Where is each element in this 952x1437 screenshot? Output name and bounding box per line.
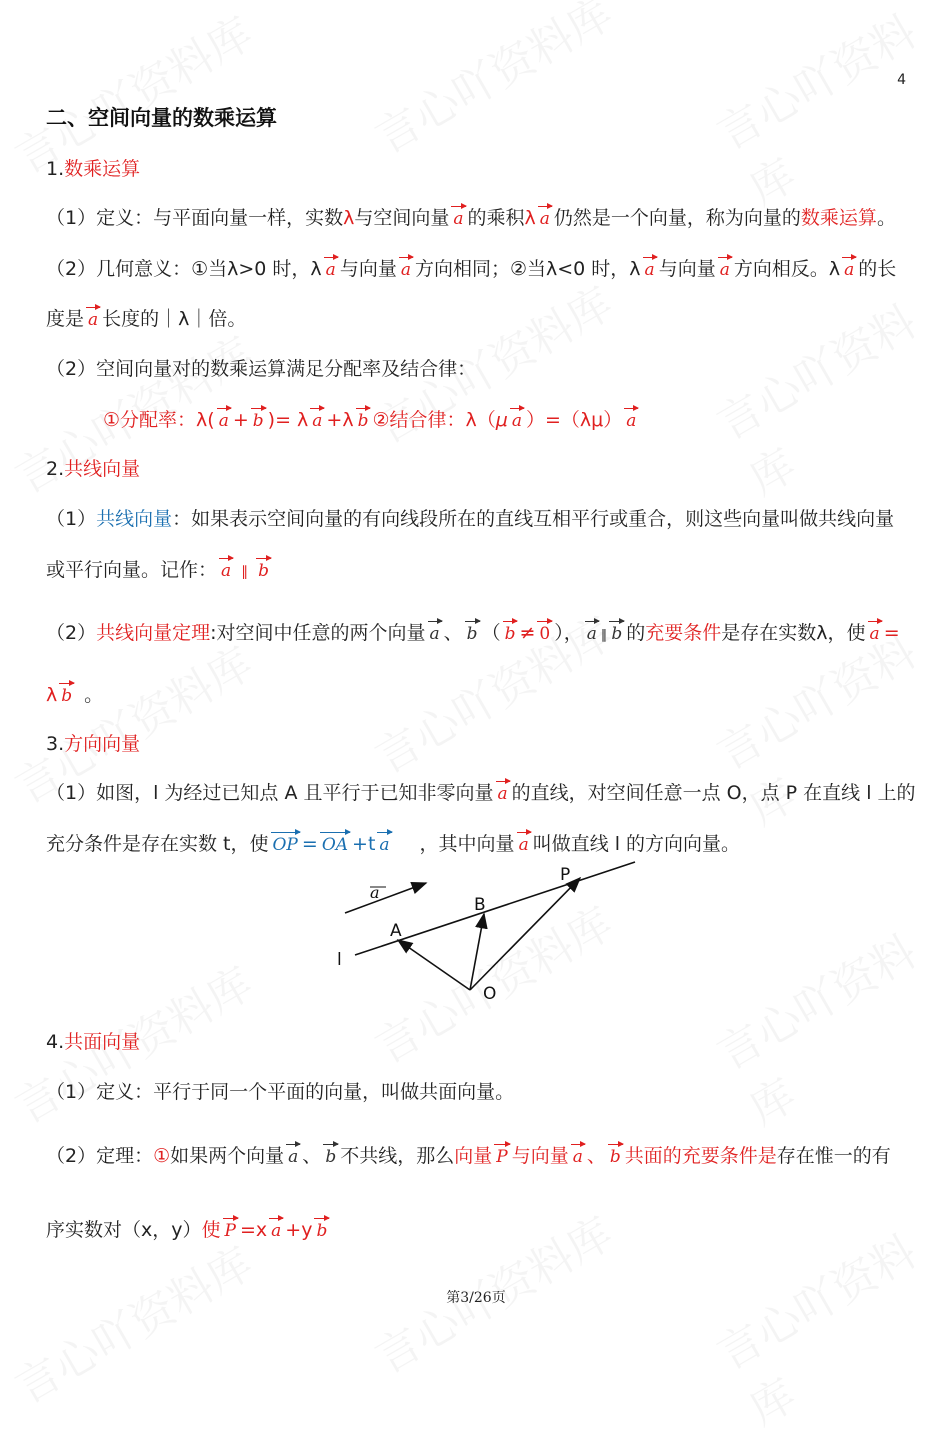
vector-a: a [218, 557, 234, 585]
text: ：如果表示空间向量的有向线段所在的直线互相平行或重合，则这些向量叫做共线向量 [172, 508, 895, 530]
text: 方向相反。λ [733, 258, 841, 280]
text: )= λ [267, 409, 309, 431]
text: 。 [876, 207, 896, 229]
heading-scalar-multiplication [46, 155, 140, 183]
heading-text: 数乘运算 [64, 158, 141, 180]
page-number: 4 [897, 72, 906, 88]
vector-a: a [642, 256, 658, 284]
equals: = [883, 622, 900, 644]
laws-intro-line: （2）空间向量对的数乘运算满足分配率及结合律： [46, 358, 477, 380]
vector-b: b [255, 557, 272, 585]
text: （1）如图，l 为经过已知点 A 且平行于已知非零向量 [46, 782, 494, 804]
label-B: B [474, 895, 486, 915]
vector-op-line [470, 878, 580, 990]
vector-oa: OA [319, 831, 351, 859]
term-scalar-multiplication: 数乘运算 [800, 207, 877, 229]
separator: 、 [302, 1145, 322, 1167]
heading-text: 共面向量 [64, 1031, 141, 1053]
heading-collinear-vectors [46, 455, 140, 483]
direction-vector-line-2 [46, 830, 740, 859]
text: 不共线，那么 [340, 1145, 455, 1167]
lambda-symbol: λ [524, 207, 536, 229]
text: ）=（λμ） [526, 409, 623, 431]
text: 充分条件是存在实数 t，使 [46, 833, 269, 855]
vector-b: b [355, 407, 372, 435]
text: 或平行向量。记作： [46, 559, 218, 581]
section-title: 二、空间向量的数乘运算 [46, 106, 277, 130]
watermark [2, 1228, 263, 1415]
vector-b: b [250, 407, 267, 435]
term-collinear: 共线向量 [96, 508, 173, 530]
text: +λ [326, 409, 354, 431]
label-a: a [370, 883, 380, 902]
heading-coplanar-vectors [46, 1028, 140, 1056]
vector-b: b [607, 1143, 624, 1171]
heading-number: 1. [46, 158, 65, 180]
vector-b: b [313, 1217, 330, 1245]
text: （ [481, 622, 501, 644]
vector-a: a [268, 1217, 284, 1245]
label-O: O [483, 984, 497, 1004]
lambda-symbol: λ [343, 207, 355, 229]
collinear-theorem-line [46, 619, 900, 650]
coplanar-theorem-line [46, 1142, 891, 1171]
coplanar-theorem-line-2 [46, 1216, 331, 1245]
vector-a: a [516, 831, 532, 859]
plus: + [232, 409, 249, 431]
geometric-meaning-line-2 [46, 305, 246, 334]
zero-vector: 0 [536, 620, 553, 648]
text: （1） [46, 508, 97, 530]
text: 共面的充要条件是 [624, 1145, 777, 1167]
text: ）， [554, 622, 583, 644]
neq-symbol: ≠ [519, 622, 536, 644]
text: 与空间向量 [354, 207, 450, 229]
coplanar-definition-line: （1）定义：平行于同一个平面的向量，叫做共面向量。 [46, 1081, 515, 1103]
vector-p: P [222, 1217, 239, 1245]
text: 仍然是一个向量，称为向量的 [553, 207, 801, 229]
vector-a: a [376, 831, 392, 859]
text: 是存在实数λ，使 [721, 622, 866, 644]
laws-formula-line [103, 406, 640, 435]
vector-b: b [502, 620, 519, 648]
mu-symbol: μ [495, 409, 508, 431]
plus-t: +t [352, 833, 376, 855]
text: 的直线，对空间任意一点 O，点 P 在直线 l 上的 [511, 782, 916, 804]
text: ①分配率：λ( [103, 409, 215, 431]
vector-p: P [493, 1143, 510, 1171]
vector-a: a [867, 620, 883, 648]
vector-a: a [216, 407, 232, 435]
lambda-symbol: λ [46, 684, 58, 706]
vector-b: b [58, 682, 75, 710]
label-P: P [560, 865, 571, 885]
text: 与向量 [339, 258, 397, 280]
vector-a: a [398, 256, 414, 284]
text: （2）定理： [46, 1145, 154, 1167]
text: （1）定义：与平面向量一样，实数 [46, 207, 344, 229]
text: 度是 [46, 308, 85, 330]
period: 。 [84, 684, 104, 706]
text: 序实数对（x，y） [46, 1219, 202, 1241]
direction-vector-diagram [330, 858, 650, 1008]
text: 如果两个向量 [170, 1145, 285, 1167]
text: =x [239, 1219, 268, 1241]
vector-a: a [570, 1143, 586, 1171]
text: 存在惟一的有 [776, 1145, 891, 1167]
text: :对空间中任意的两个向量 [210, 622, 426, 644]
text: +y [285, 1219, 313, 1241]
text: 的长 [858, 258, 897, 280]
vector-a: a [841, 256, 857, 284]
watermark [704, 281, 952, 508]
vector-a: a [623, 407, 639, 435]
text: （2） [46, 622, 97, 644]
text: 与向量 [511, 1145, 569, 1167]
vector-a: a [537, 205, 553, 233]
heading-text: 共线向量 [64, 458, 141, 480]
text: 的乘积 [467, 207, 525, 229]
heading-direction-vector [46, 730, 140, 758]
text: ，其中向量 [419, 833, 515, 855]
text: 叫做直线 l 的方向向量。 [532, 833, 741, 855]
vector-a: a [450, 205, 466, 233]
watermark [704, 911, 952, 1138]
page-footer: 第3/26页 [446, 1290, 506, 1306]
geometric-meaning-line [46, 255, 896, 284]
collinear-notation-line [46, 556, 273, 586]
line-l [355, 862, 635, 955]
watermark [362, 0, 623, 166]
vector-b: b [322, 1143, 339, 1171]
text: （2）几何意义：①当λ>0 时，λ [46, 258, 322, 280]
direction-vector-line [46, 779, 916, 808]
vector-b: b [608, 620, 625, 648]
separator: 、 [586, 1145, 606, 1167]
vector-a: a [509, 407, 525, 435]
text: 的 [626, 622, 646, 644]
definition-line [46, 204, 896, 233]
text: 长度的｜λ｜倍。 [102, 308, 247, 330]
collinear-definition-line [46, 505, 894, 533]
term-necessary-sufficient: 充要条件 [645, 622, 722, 644]
heading-number: 4. [46, 1031, 65, 1053]
heading-text: 方向向量 [64, 733, 141, 755]
vector-b: b [464, 620, 481, 648]
text: ②结合律：λ（ [372, 409, 496, 431]
watermark [704, 1211, 952, 1437]
vector-a: a [427, 620, 443, 648]
parallel-symbol: ∥ [600, 628, 608, 643]
vector-a: a [285, 1143, 301, 1171]
vector-oa-line [398, 940, 470, 990]
vector-a: a [323, 256, 339, 284]
text: 使 [201, 1219, 221, 1241]
text: 向量 [454, 1145, 493, 1167]
heading-number: 3. [46, 733, 65, 755]
text: 与向量 [658, 258, 716, 280]
text: 方向相同；②当λ<0 时，λ [414, 258, 641, 280]
vector-a: a [584, 620, 600, 648]
circled-one: ① [153, 1145, 171, 1167]
vector-a: a [85, 306, 101, 334]
vector-a: a [309, 407, 325, 435]
parallel-symbol: ∥ [241, 564, 249, 580]
vector-op: OP [270, 831, 301, 859]
heading-number: 2. [46, 458, 65, 480]
vector-a: a [717, 256, 733, 284]
equals: = [301, 833, 318, 855]
watermark [704, 0, 952, 217]
vector-a: a [495, 780, 511, 808]
label-A: A [390, 921, 402, 941]
collinear-theorem-line-2 [46, 681, 103, 710]
term-collinear-theorem: 共线向量定理 [96, 622, 211, 644]
separator: 、 [443, 622, 463, 644]
label-l: l [337, 950, 342, 970]
